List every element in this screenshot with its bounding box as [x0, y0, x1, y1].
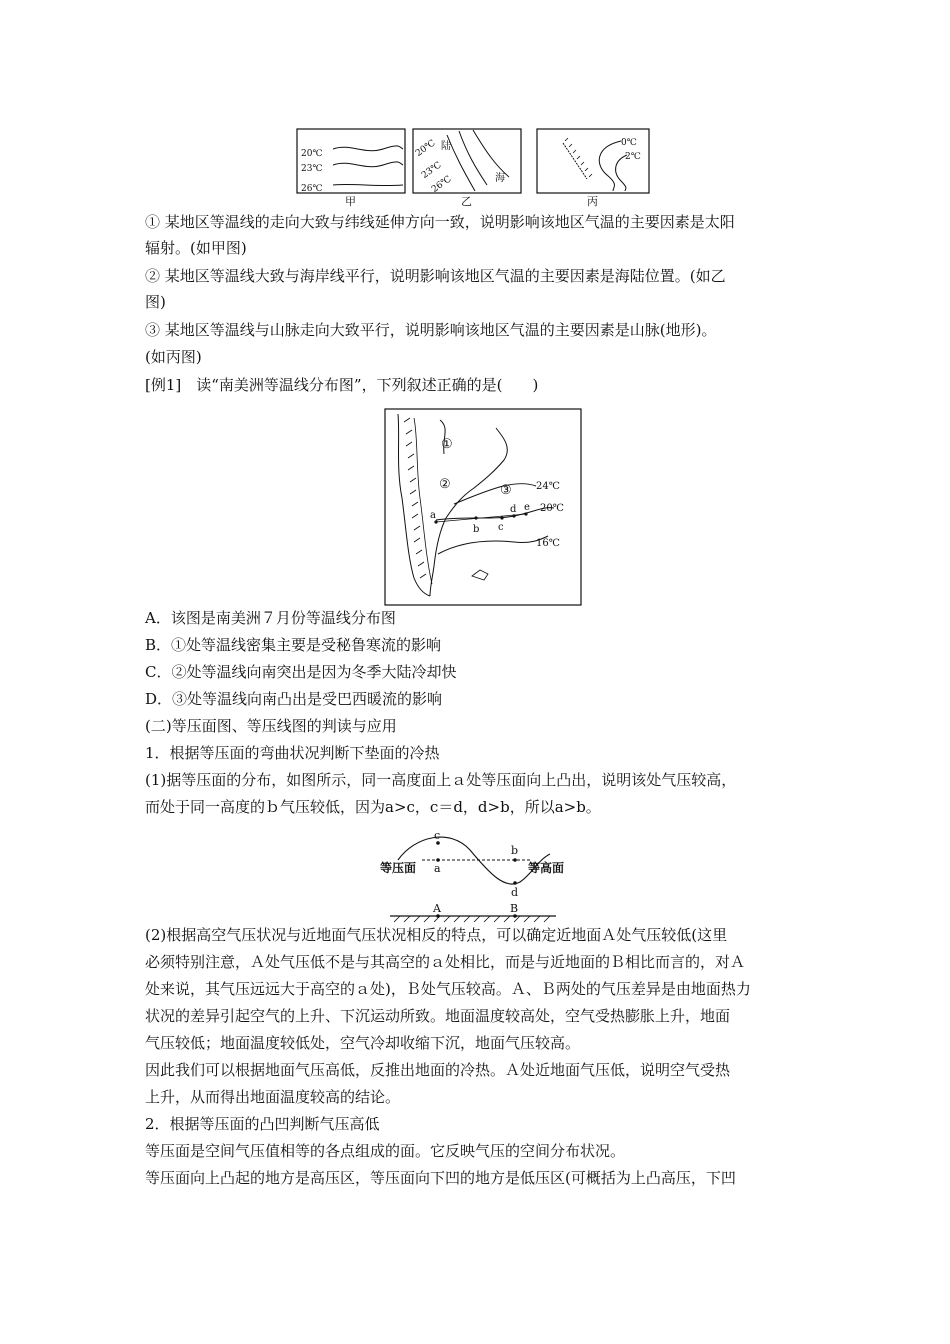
point-a: a: [434, 862, 441, 875]
para-2-cont: 图): [145, 293, 166, 311]
para-8: 等压面向上凸起的地方是高压区，等压面向下凹的地方是低压区(可概括为上凸高压，下凹: [145, 1169, 736, 1187]
point-d: d: [511, 886, 519, 899]
option-a: A．该图是南美洲７月份等温线分布图: [145, 609, 396, 627]
option-d: D．③处等温线向南凸出是受巴西暖流的影响: [145, 690, 443, 708]
bing-caption: 丙: [587, 195, 598, 208]
yi-label-26: 26℃: [430, 174, 454, 195]
isotherm-24: 24℃: [536, 481, 560, 492]
jia-caption: 甲: [345, 195, 356, 208]
isohypse-label: 等高面: [528, 861, 565, 875]
map-point-e: e: [524, 502, 530, 513]
map-point-d: d: [510, 504, 517, 515]
para-5-line4: 状况的差异引起空气的上升、下沉运动所致。地面温度较高处，空气受热膨胀上升，地面: [145, 1007, 731, 1025]
para-7: 等压面是空间气压值相等的各点组成的面。它反映气压的空间分布状况。: [145, 1142, 626, 1160]
heading-1: 1．根据等压面的弯曲状况判断下垫面的冷热: [145, 744, 440, 762]
para-3-cont: (如丙图): [145, 348, 202, 366]
para-1: ① 某地区等温线的走向大致与纬线延伸方向一致，说明影响该地区气温的主要因素是太阳: [145, 213, 735, 231]
yi-sea-label: 海: [495, 173, 505, 184]
isotherm-16: 16℃: [536, 538, 560, 549]
para-4-line2: 而处于同一高度的ｂ气压较低，因为a>c，c＝d，d>b，所以a>b。: [145, 798, 601, 816]
yi-label-23: 23℃: [420, 160, 444, 181]
figure-isobaric-surface: [360, 826, 580, 922]
para-5-line2: 必须特别注意，Ａ处气压低不是与其高空的ａ处相比，而是与近地面的Ｂ相比而言的，对Ａ: [145, 953, 746, 971]
bing-label-0: 0℃: [621, 138, 637, 148]
bing-label-2: 2℃: [625, 152, 641, 162]
jia-label-20: 20℃: [301, 149, 323, 159]
example-question: [例1] 读“南美洲等温线分布图”，下列叙述正确的是( ): [145, 376, 539, 394]
map-label-1: ①: [441, 437, 453, 452]
option-c: C．②处等温线向南突出是因为冬季大陆冷却快: [145, 663, 457, 681]
figure-south-america-isotherms: [384, 408, 582, 606]
jia-label-26: 26℃: [301, 184, 323, 194]
yi-caption: 乙: [461, 195, 472, 208]
para-5-line3: 处来说，其气压远远大于高空的ａ处)，Ｂ处气压较高。Ａ、Ｂ两处的气压差异是由地面热力: [145, 980, 751, 998]
yi-land-label: 陆: [441, 141, 451, 152]
option-b: B．①处等温线密集主要是受秘鲁寒流的影响: [145, 636, 442, 654]
ground-point-A: A: [433, 902, 441, 915]
figure-isotherm-types: [295, 125, 655, 208]
map-point-b: b: [473, 524, 480, 535]
para-6-line1: 因此我们可以根据地面气压高低，反推出地面的冷热。Ａ处近地面气压低，说明空气受热: [145, 1061, 731, 1079]
para-6-line2: 上升，从而得出地面温度较高的结论。: [145, 1088, 401, 1106]
para-2: ② 某地区等温线大致与海岸线平行，说明影响该地区气温的主要因素是海陆位置。(如乙: [145, 267, 726, 285]
para-1-cont: 辐射。(如甲图): [145, 239, 247, 257]
section-heading: (二)等压面图、等压线图的判读与应用: [145, 717, 397, 735]
isobaric-label: 等压面: [380, 861, 417, 875]
jia-label-23: 23℃: [301, 164, 323, 174]
map-label-3: ③: [500, 483, 512, 498]
yi-label-20: 20℃: [414, 138, 438, 159]
para-3: ③ 某地区等温线与山脉走向大致平行，说明影响该地区气温的主要因素是山脉(地形)。: [145, 321, 717, 339]
para-4-line1: (1)据等压面的分布，如图所示，同一高度面上ａ处等压面向上凸出，说明该处气压较高，: [145, 771, 737, 789]
map-point-c: c: [498, 522, 504, 533]
para-5-line1: (2)根据高空气压状况与近地面气压状况相反的特点，可以确定近地面Ａ处气压较低(这里: [145, 926, 728, 944]
heading-2: 2．根据等压面的凸凹判断气压高低: [145, 1115, 380, 1133]
point-c: c: [434, 829, 441, 842]
map-label-2: ②: [439, 477, 451, 492]
ground-point-B: B: [510, 902, 519, 915]
para-5-line5: 气压较低；地面温度较低处，空气冷却收缩下沉，地面气压较高。: [145, 1034, 581, 1052]
isotherm-20: 20℃: [540, 503, 564, 514]
map-point-a: a: [430, 510, 436, 521]
point-b: b: [511, 844, 519, 857]
